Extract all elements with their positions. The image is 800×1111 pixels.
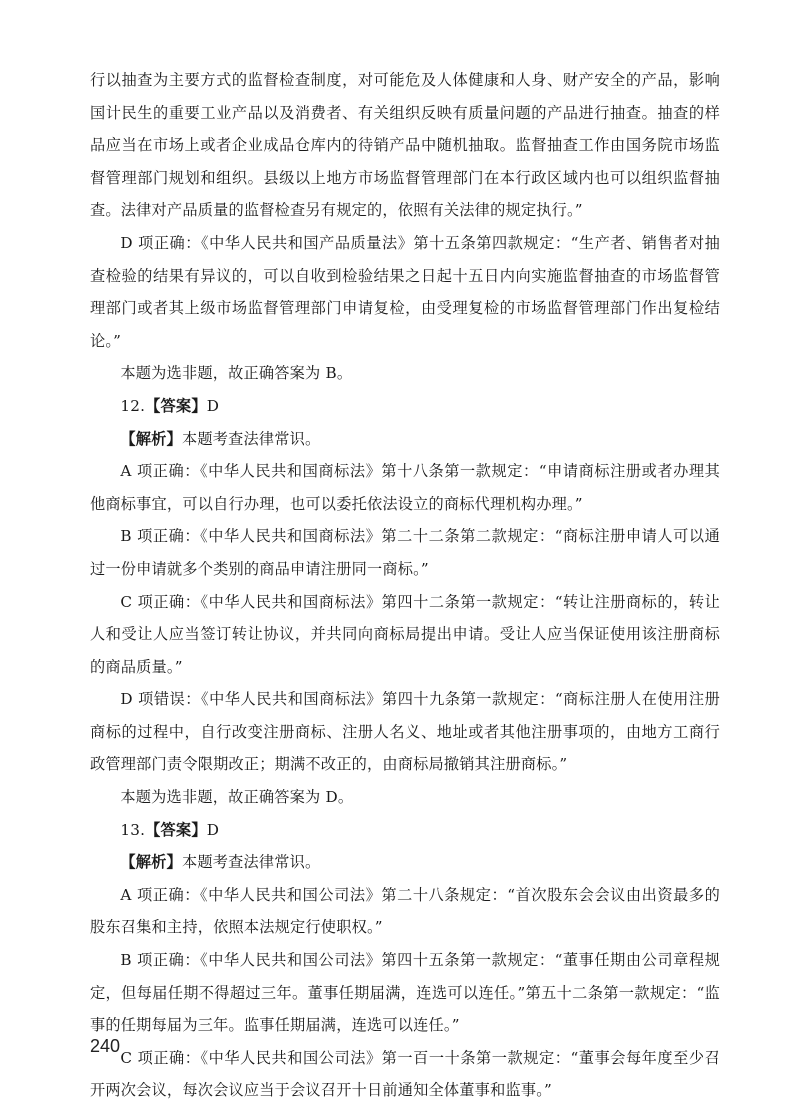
analysis-line-13: [90, 846, 720, 879]
paragraph-option-a-trademark: A 项正确：《中华人民共和国商标法》第十八条第一款规定：“申请商标注册或者办理其他商标事宜，可以自行办理，也可以委托依法设立的商标代理机构办理。”: [90, 462, 720, 513]
paragraph-conclusion-12: 本题为选非题，故正确答案为 D。: [120, 788, 354, 807]
answer-value: D: [206, 820, 220, 839]
answer-tag: 【答案】: [145, 396, 207, 415]
question-number: 13.: [120, 820, 146, 839]
paragraph-option-b-company: B 项正确：《中华人民共和国公司法》第四十五条第一款规定：“董事任期由公司章程规定，但每届任期不得超过三年。董事任期届满，连选可以连任。”第五十二条第一款规定：“监事的任期每届为三年。监事任期届满，连选可以连任。”: [90, 951, 720, 1035]
answer-value: D: [206, 396, 220, 415]
analysis-text: 本题考查法律常识。: [181, 853, 321, 872]
paragraph-continuation: 行以抽查为主要方式的监督检查制度，对可能危及人体健康和人身、财产安全的产品，影响国计民生的重要工业产品以及消费者、有关组织反映有质量问题的产品进行抽查。抽查的样品应当在市场上或者企业成品仓库内的待销产品中随机抽取。监督抽查工作由国务院市场监督管理部门规划和组织。县级以上地方市场监督管理部门在本行政区域内也可以组织监督抽查。法律对产品质量的监督检查另有规定的，依照有关法律的规定执行。”: [90, 71, 720, 220]
paragraph-conclusion-11: 本题为选非题，故正确答案为 B。: [120, 364, 353, 383]
paragraph-option-b-trademark: B 项正确：《中华人民共和国商标法》第二十二条第二款规定：“商标注册申请人可以通过一份申请就多个类别的商品申请注册同一商标。”: [90, 527, 720, 578]
text-block: [90, 64, 720, 1107]
answer-line-13: [90, 814, 720, 847]
analysis-text: 本题考查法律常识。: [181, 429, 321, 448]
paragraph-option-c-trademark: C 项正确：《中华人民共和国商标法》第四十二条第一款规定：“转让注册商标的，转让人和受让人应当签订转让协议，并共同向商标局提出申请。受让人应当保证使用该注册商标的商品质量。”: [90, 592, 720, 676]
answer-tag: 【答案】: [145, 820, 207, 839]
paragraph-option-c-company: C 项正确：《中华人民共和国公司法》第一百一十条第一款规定：“董事会每年度至少召开两次会议，每次会议应当于会议召开十日前通知全体董事和监事。”: [90, 1048, 720, 1100]
paragraph-option-d-product-quality: D 项正确：《中华人民共和国产品质量法》第十五条第四款规定：“生产者、销售者对抽查检验的结果有异议的，可以自收到检验结果之日起十五日内向实施监督抽查的市场监督管理部门或者其上级市场监督管理部门申请复检，由受理复检的市场监督管理部门作出复检结论。”: [90, 233, 720, 350]
analysis-tag: 【解析】: [120, 429, 182, 448]
paragraph-option-a-company: A 项正确：《中华人民共和国公司法》第二十八条规定：“首次股东会会议由出资最多的股东召集和主持，依照本法规定行使职权。”: [90, 885, 720, 937]
analysis-line-12: [90, 423, 720, 456]
page-number: 240: [90, 1036, 121, 1056]
answer-line-12: [90, 390, 720, 423]
analysis-tag: 【解析】: [120, 853, 182, 872]
question-number: 12.: [120, 396, 146, 415]
paragraph-option-d-trademark: D 项错误：《中华人民共和国商标法》第四十九条第一款规定：“商标注册人在使用注册商标的过程中，自行改变注册商标、注册人名义、地址或者其他注册事项的，由地方工商行政管理部门责令限期改正；期满不改正的，由商标局撤销其注册商标。”: [90, 690, 720, 774]
